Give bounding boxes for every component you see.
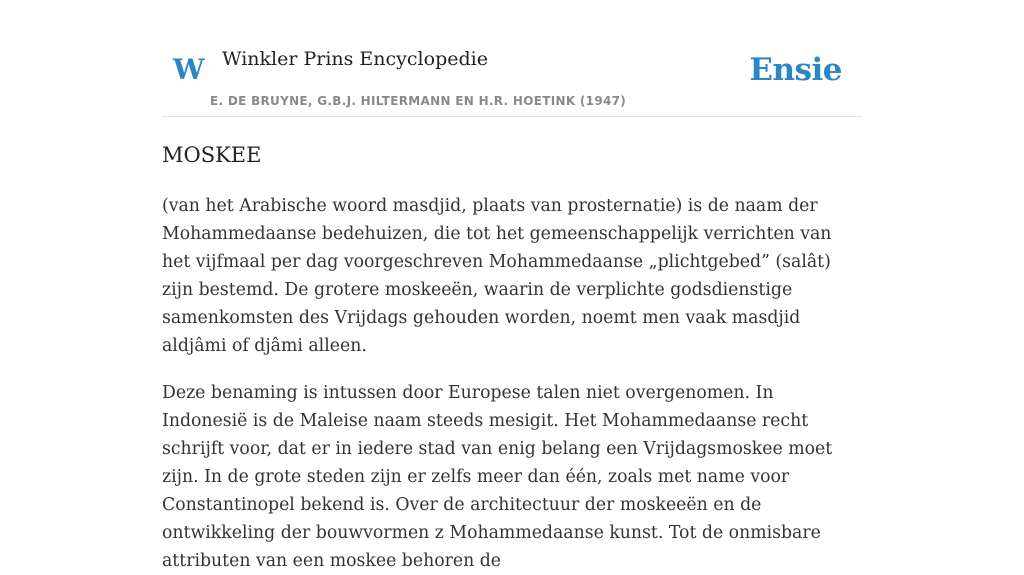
brand-logo[interactable]: Ensie xyxy=(749,52,842,88)
site-header xyxy=(162,0,862,117)
logo-mark[interactable]: W xyxy=(173,53,205,86)
source-authors: E. DE BRUYNE, G.B.J. HILTERMANN EN H.R. HOETINK (1947) xyxy=(210,94,627,108)
site-title[interactable]: Winkler Prins Encyclopedie xyxy=(222,48,488,70)
article-paragraph-1: (van het Arabische woord masdjid, plaats van prosternatie) is de naam der Mohammedaanse bedehuizen, die tot het gemeenschappelijk verrichten van het vijfmaal per dag voorgeschreven Mohammedaanse „plichtgebed” (salât) zijn bestemd. De grotere moskeeën, waarin de verplichte godsdienstige samenkomsten des Vrijdags gehouden worden, noemt men vaak masdjid aldjâmi of djâmi alleen. xyxy=(162,196,832,356)
article-paragraph-2: Deze benaming is intussen door Europese talen niet overgenomen. In Indonesië is de Maleise naam steeds mesigit. Het Mohammedaanse recht schrijft voor, dat er in iedere stad van enig belang een Vrijdagsmoskee moet zijn. In de grote steden zijn er zelfs meer dan één, zoals met name voor Constantinopel bekend is. Over de architectuur der moskeeën en de ontwikkeling der bouwvormen z Mohammedaanse kunst. Tot de onmisbare attributen van een moskee behoren de xyxy=(162,383,833,571)
article-title: MOSKEE xyxy=(162,143,262,167)
article-body xyxy=(162,140,862,575)
